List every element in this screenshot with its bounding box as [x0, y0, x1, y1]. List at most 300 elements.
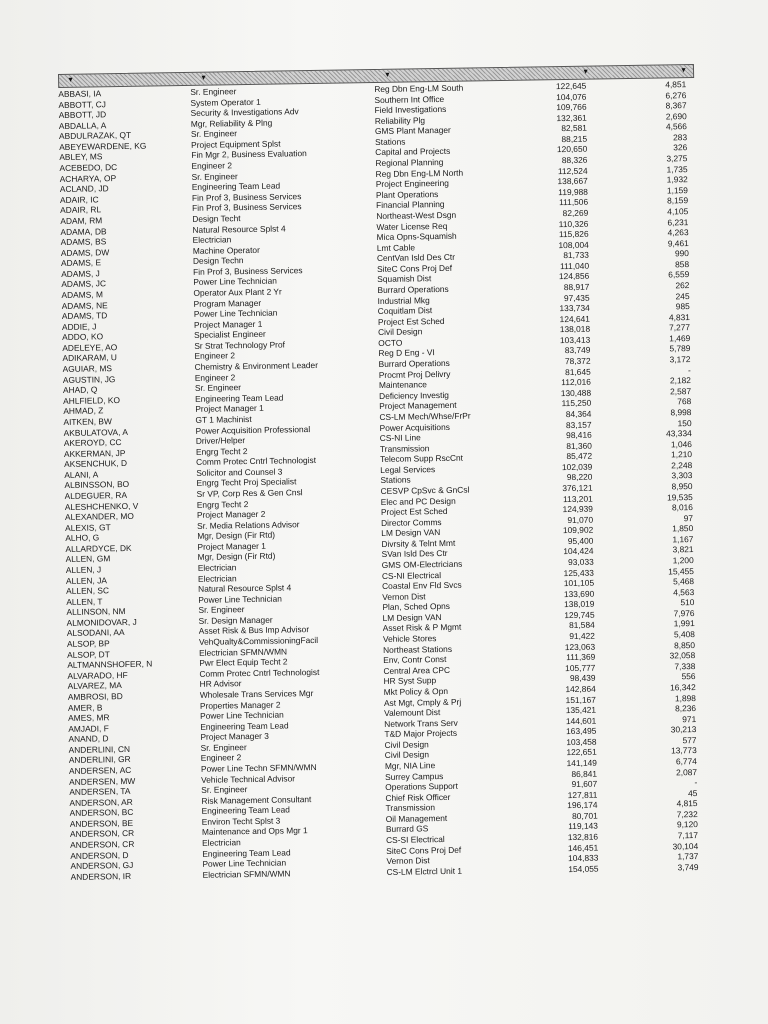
expenses-cell: 1,167: [672, 533, 694, 545]
expenses-cell: 4,105: [667, 206, 689, 217]
expenses-cell: 1,210: [671, 449, 693, 460]
remuneration-cell: 88,326: [561, 154, 588, 166]
employee-name-cell: ALLINSON, NM: [66, 606, 126, 618]
department-cell: CS-LM Elctrcl Unit 1: [386, 865, 463, 877]
title-cell: GT 1 Machinist: [195, 413, 252, 425]
department-cell: Civil Design: [378, 326, 423, 338]
department-cell: Telecom Supp RscCnt: [380, 452, 464, 465]
remuneration-cell: 104,833: [568, 852, 599, 864]
employee-name-cell: ANAND, D: [68, 733, 109, 745]
expenses-cell: 2,087: [675, 766, 698, 777]
employee-name-cell: AMER, B: [67, 701, 103, 713]
header-expenses[interactable]: [591, 65, 693, 79]
title-cell: Design Techn: [192, 255, 244, 267]
employee-name-cell: ABDALLA, A: [58, 119, 107, 131]
title-cell: Electrician: [197, 572, 237, 584]
remuneration-cell: 83,157: [565, 419, 592, 430]
title-cell: Project Manager 3: [200, 731, 269, 743]
department-cell: Squamish Dist: [377, 273, 432, 285]
remuneration-cell: 127,811: [567, 789, 598, 800]
expenses-cell: 577: [682, 734, 697, 746]
remuneration-cell: 124,939: [562, 503, 593, 515]
expenses-cell: 3,303: [671, 470, 693, 481]
title-cell: Mgr, Design (Fir Rtd): [197, 551, 276, 563]
expenses-cell: 30,213: [670, 724, 697, 735]
employee-name-cell: AKEROYD, CC: [63, 437, 122, 449]
title-cell: Sr. Engineer: [200, 741, 247, 753]
employee-name-cell: ANDERSON, GJ: [70, 860, 134, 872]
employee-name-cell: ALLEN, SC: [66, 585, 110, 597]
employee-name-cell: ALANI, A: [64, 469, 99, 480]
title-cell: Program Manager: [193, 297, 262, 309]
employee-name-cell: ADAMS, E: [60, 257, 102, 269]
employee-name-cell: ACLAND, JD: [59, 183, 109, 195]
expenses-cell: 4,563: [673, 586, 695, 598]
department-cell: Ast Mgt, Cmply & Prj: [383, 696, 462, 708]
employee-name-cell: ADAMS, BS: [60, 236, 107, 248]
remuneration-cell: 112,016: [561, 376, 591, 388]
department-cell: Stations: [380, 474, 411, 486]
expenses-cell: 8,236: [674, 703, 697, 714]
remuneration-cell: 98,416: [566, 429, 592, 441]
department-cell: SiteC Cons Proj Def: [377, 262, 453, 274]
title-cell: Risk Management Consultant: [201, 793, 312, 806]
department-cell: Vehicle Stores: [382, 633, 437, 645]
remuneration-cell: 154,055: [568, 863, 599, 874]
title-cell: Project Equipment Splst: [191, 138, 281, 150]
employee-name-cell: ALDEGUER, RA: [64, 489, 128, 501]
remuneration-cell: 376,121: [562, 482, 593, 494]
title-cell: Project Manager 2: [196, 508, 266, 520]
department-cell: Civil Design: [384, 739, 429, 750]
department-cell: Capital and Projects: [375, 146, 451, 158]
remuneration-cell: 138,667: [557, 175, 588, 187]
expenses-cell: 6,774: [675, 756, 697, 767]
expenses-cell: 6,276: [665, 89, 687, 101]
remuneration-cell: 82,581: [561, 123, 587, 134]
employee-name-cell: ABBASI, IA: [58, 88, 102, 99]
department-cell: Elec and PC Design: [380, 495, 456, 507]
filter-arrow-icon[interactable]: ▼: [582, 68, 590, 76]
expenses-cell: 5,789: [669, 343, 691, 354]
filter-arrow-icon[interactable]: ▼: [383, 71, 391, 79]
expenses-cell: 4,831: [668, 311, 690, 323]
title-cell: Sr. Engineer: [190, 128, 238, 140]
title-cell: VehQualty&CommissioningFacil: [198, 635, 319, 647]
employee-name-cell: ADAMS, JC: [61, 278, 107, 290]
title-cell: Sr. Engineer: [198, 604, 245, 616]
department-cell: SiteC Cons Proj Def: [386, 844, 462, 856]
title-cell: Project Manager 1: [197, 540, 266, 552]
title-cell: Power Line Technician: [193, 275, 278, 288]
expenses-cell: 7,338: [674, 660, 696, 672]
department-cell: Deficiency Investig: [379, 389, 449, 401]
expenses-cell: 3,821: [672, 544, 694, 555]
remuneration-cell: 101,105: [563, 577, 595, 589]
remuneration-cell: 95,400: [567, 535, 594, 546]
department-cell: T&D Major Projects: [384, 728, 458, 740]
employee-name-cell: ANDERLINI, GR: [68, 754, 131, 766]
employee-name-cell: ANDERSON, BC: [69, 807, 134, 819]
employee-name-cell: ADAMA, DB: [60, 225, 107, 237]
title-cell: System Operator 1: [190, 96, 261, 108]
expenses-cell: 245: [675, 290, 690, 301]
expenses-cell: 1,159: [666, 184, 688, 196]
department-cell: Industrial Mkg: [377, 294, 430, 306]
title-cell: Power Line Techn SFMN/WMN: [200, 762, 317, 774]
expenses-cell: 768: [677, 396, 692, 407]
remuneration-cell: 120,650: [556, 144, 588, 155]
department-cell: Project Engineering: [375, 178, 449, 190]
remuneration-cell: 104,076: [556, 91, 587, 102]
employee-name-cell: AKKERMAN, JP: [63, 447, 126, 459]
remuneration-cell: 93,033: [568, 556, 594, 568]
department-cell: Vernon Dist: [386, 855, 430, 867]
remuneration-cell: 138,019: [564, 598, 595, 610]
remuneration-cell: 82,269: [562, 207, 589, 219]
title-cell: Mgr, Reliability & Plng: [190, 117, 273, 129]
employee-name-cell: ADDIE, J: [61, 321, 97, 332]
title-cell: Sr. Design Manager: [198, 614, 273, 626]
employee-name-cell: ANDERSEN, TA: [69, 786, 131, 798]
employee-name-cell: ALLEN, T: [66, 596, 103, 607]
department-cell: Project Est Sched: [380, 506, 448, 518]
employee-name-cell: ALMONIDOVAR, J: [66, 616, 137, 628]
department-cell: Transmission: [385, 802, 436, 814]
expenses-cell: 8,367: [665, 100, 687, 111]
title-cell: Power Line Technician: [200, 709, 284, 721]
employee-name-cell: AHLFIELD, KO: [63, 394, 120, 406]
employee-name-cell: ANDERSON, BE: [69, 817, 134, 829]
employee-name-cell: ALLEN, JA: [65, 574, 107, 586]
employee-name-cell: AHAD, Q: [62, 384, 98, 396]
expenses-cell: 1,850: [672, 523, 694, 534]
department-cell: CentVan Isld Des Ctr: [376, 252, 456, 264]
remuneration-cell: 80,701: [572, 810, 598, 821]
title-cell: Machine Operator: [192, 244, 260, 256]
expenses-cell: 985: [675, 301, 690, 312]
title-cell: Security & Investigations Adv: [190, 106, 299, 119]
employee-name-cell: ALESHCHENKO, V: [64, 500, 139, 512]
department-cell: Reg Dbn Eng-LM South: [374, 82, 464, 95]
remuneration-cell: 104,424: [563, 546, 594, 557]
title-cell: Natural Resource Splst 4: [198, 582, 292, 595]
employee-name-cell: ALSOP, DT: [67, 648, 110, 660]
expenses-cell: 1,737: [677, 851, 699, 862]
title-cell: Operator Aux Plant 2 Yr: [193, 286, 282, 298]
title-cell: Vehicle Technical Advisor: [201, 772, 296, 785]
department-cell: Coastal Env Fld Svcs: [382, 579, 462, 592]
department-cell: LM Design VAN: [381, 527, 441, 539]
employee-name-cell: ADAMS, J: [61, 268, 100, 279]
employee-name-cell: ACEBEDO, DC: [59, 162, 118, 174]
title-cell: Sr Strat Technology Prof: [194, 339, 285, 351]
expenses-cell: 7,117: [677, 830, 699, 841]
department-cell: Plan, Sched Opns: [382, 601, 451, 613]
title-cell: Design Techt: [192, 213, 241, 224]
expenses-cell: 6,559: [668, 269, 690, 280]
title-cell: Natural Resource Splst 4: [192, 222, 286, 235]
remuneration-cell: 133,734: [559, 302, 590, 314]
remuneration-cell: 108,004: [558, 239, 589, 250]
title-cell: Properties Manager 2: [199, 699, 281, 711]
expenses-cell: 3,172: [669, 354, 691, 365]
department-cell: Network Trans Serv: [384, 717, 458, 729]
department-cell: OCTO: [378, 337, 403, 348]
header-remuneration[interactable]: [515, 67, 592, 80]
remuneration-cell: 83,749: [564, 345, 591, 356]
employee-name-cell: ADELEYE, AO: [62, 341, 118, 353]
expenses-cell: 16,342: [670, 682, 696, 693]
department-cell: Financial Planning: [376, 199, 445, 211]
employee-name-cell: ALHO, G: [65, 532, 100, 544]
title-cell: Pwr Elect Equip Techt 2: [199, 656, 288, 669]
department-cell: Legal Services: [380, 463, 436, 475]
employee-name-cell: ALLEN, J: [65, 564, 102, 575]
expenses-cell: 97: [683, 512, 694, 523]
department-cell: Mgr, NIA Line: [384, 760, 436, 771]
department-cell: Director Comms: [381, 516, 442, 528]
remuneration-cell: 144,601: [565, 715, 597, 726]
department-cell: CS-NI Line: [379, 432, 421, 444]
title-cell: Engineering Team Lead: [202, 847, 291, 859]
title-cell: Specialist Engineer: [194, 329, 266, 341]
title-cell: Fin Prof 3, Business Services: [192, 201, 302, 214]
remuneration-cell: 151,167: [565, 694, 596, 705]
department-cell: Regional Planning: [375, 157, 444, 169]
title-cell: Engrg Techt Proj Specialist: [196, 476, 297, 489]
employee-name-cell: ADAMS, TD: [61, 310, 108, 322]
remuneration-cell: 133,690: [563, 588, 595, 599]
title-cell: Fin Prof 3, Business Services: [193, 265, 303, 277]
employee-name-cell: AKBULATOVA, A: [63, 426, 128, 438]
remuneration-cell: 122,651: [566, 747, 597, 758]
employee-name-cell: ANDERSON, CR: [70, 838, 135, 850]
remuneration-cell: 129,745: [564, 609, 595, 621]
expenses-cell: 7,277: [669, 322, 691, 333]
expenses-cell: 45: [687, 787, 698, 798]
remuneration-cell: 113,201: [562, 493, 593, 504]
remuneration-cell: 146,451: [567, 842, 599, 853]
expenses-cell: 7,976: [673, 607, 695, 619]
employee-name-cell: ACHARYA, OP: [59, 172, 117, 184]
department-cell: Reg Dbn Eng-LM North: [375, 167, 464, 179]
expenses-cell: 5,408: [673, 629, 695, 640]
expenses-cell: 43,334: [666, 428, 692, 439]
employee-name-cell: AHMAD, Z: [63, 405, 104, 417]
expenses-cell: 6,231: [667, 216, 689, 227]
title-cell: Engineering Team Lead: [191, 180, 281, 193]
expenses-cell: 15,455: [668, 565, 694, 577]
expenses-cell: 5,468: [673, 576, 695, 587]
title-cell: Chemistry & Environment Leader: [194, 359, 319, 372]
expenses-cell: 510: [680, 597, 695, 608]
expenses-cell: 8,159: [667, 195, 689, 206]
expenses-cell: 1,735: [666, 163, 688, 175]
employee-name-cell: ALTMANNSHOFER, N: [67, 658, 153, 671]
employee-name-cell: ALSODANI, AA: [66, 627, 125, 639]
remuneration-cell: 91,070: [567, 514, 594, 525]
header-department[interactable]: [376, 68, 515, 82]
title-cell: Engrg Techt 2: [195, 445, 248, 457]
expenses-cell: 4,851: [665, 79, 687, 90]
filter-arrow-icon[interactable]: ▼: [200, 74, 208, 82]
title-cell: Power Line Technician: [202, 857, 287, 870]
department-cell: Stations: [375, 136, 406, 147]
title-cell: Engineering Team Lead: [200, 720, 289, 732]
employee-name-cell: ALBINSSON, BO: [64, 479, 130, 491]
department-cell: Burrard Operations: [378, 357, 450, 370]
title-cell: Electrician: [202, 837, 241, 848]
expenses-cell: 30,104: [672, 840, 699, 852]
employee-name-cell: ALLEN, GM: [65, 553, 111, 565]
remuneration-cell: 142,864: [565, 683, 596, 695]
title-cell: Electrician: [197, 562, 237, 573]
title-cell: Wholesale Trans Services Mgr: [199, 688, 314, 700]
department-cell: Lmt Cable: [376, 242, 416, 253]
remuneration-cell: 81,584: [569, 620, 595, 631]
expenses-cell: 4,566: [665, 121, 687, 132]
expenses-cell: 1,932: [666, 174, 688, 185]
department-cell: Power Acquisitions: [379, 421, 450, 433]
employee-name-cell: ADAMS, DW: [60, 246, 110, 258]
employee-name-cell: ALLARDYCE, DK: [65, 542, 132, 554]
remuneration-cell: 112,524: [557, 165, 588, 176]
employee-name-cell: ADAMS, M: [61, 289, 103, 300]
expenses-cell: 1,991: [673, 618, 695, 629]
remuneration-cell: 124,641: [559, 313, 590, 324]
employee-name-cell: AGUSTIN, JG: [62, 373, 116, 385]
remuneration-cell: 132,361: [556, 112, 587, 123]
remuneration-cell: 88,917: [563, 281, 590, 293]
remuneration-cell: 81,645: [565, 366, 591, 377]
department-cell: Asset Risk & P Mgmt: [382, 622, 462, 634]
department-cell: Chief Risk Officer: [385, 791, 451, 803]
filter-arrow-icon[interactable]: ▼: [680, 67, 688, 75]
employee-name-cell: ANDERLINI, CN: [68, 743, 131, 755]
remuneration-cell: 85,472: [566, 450, 593, 462]
department-cell: Burrard Operations: [377, 283, 449, 295]
title-cell: Project Manager 1: [193, 318, 263, 330]
department-cell: Project Est Sched: [377, 315, 445, 327]
employee-name-cell: ANDERSON, AR: [69, 796, 133, 808]
remuneration-cell: 111,369: [566, 651, 596, 663]
employee-name-cell: ANDERSEN, MW: [69, 775, 136, 787]
department-cell: Southern Int Office: [374, 93, 445, 105]
title-cell: Engineer 2: [200, 752, 242, 764]
expenses-cell: 283: [673, 132, 688, 143]
title-cell: Sr. Engineer: [191, 170, 238, 182]
remuneration-cell: 91,422: [569, 630, 595, 642]
remuneration-cell: 102,039: [561, 461, 593, 472]
table-body: [58, 79, 706, 882]
department-cell: Northeast-West Dsgn: [376, 209, 457, 221]
expenses-cell: 4,263: [667, 227, 689, 238]
title-cell: Solicitor and Counsel 3: [196, 466, 283, 478]
title-cell: Sr VP, Corp Res & Gen Cnsl: [196, 487, 303, 499]
employee-name-cell: AKSENCHUK, D: [64, 458, 128, 470]
expenses-cell: 13,773: [671, 745, 697, 756]
header-title[interactable]: [192, 70, 376, 85]
remuneration-cell: 103,413: [559, 334, 591, 346]
title-cell: Engineering Team Lead: [201, 804, 290, 817]
remuneration-cell: 105,777: [565, 662, 596, 673]
remuneration-cell: 115,826: [558, 228, 589, 240]
expenses-cell: 1,200: [672, 555, 694, 566]
title-cell: Asset Risk & Bus Imp Advisor: [198, 624, 310, 637]
remuneration-cell: 81,360: [566, 440, 592, 451]
department-cell: Operations Support: [385, 780, 458, 793]
employee-name-cell: ALEXANDER, MO: [64, 510, 134, 523]
department-cell: Northeast Stations: [383, 643, 453, 655]
department-cell: Project Management: [379, 400, 457, 412]
department-cell: Divrsity & Telnt Mmt: [381, 537, 456, 549]
department-cell: Vernon Dist: [382, 591, 426, 602]
filter-arrow-icon[interactable]: ▼: [67, 76, 75, 84]
department-cell: Water License Req: [376, 220, 448, 232]
expenses-cell: 7,232: [676, 808, 698, 820]
employee-name-cell: ABBOTT, JD: [58, 109, 107, 121]
department-cell: GMS OM-Electricians: [381, 558, 463, 570]
remuneration-cell: 111,506: [558, 197, 589, 208]
employee-name-cell: AITKEN, BW: [63, 416, 112, 427]
title-cell: Power Line Technician: [193, 307, 278, 320]
employee-name-cell: AMJADI, F: [68, 722, 109, 734]
title-cell: Power Acquisition Professional: [195, 423, 311, 436]
title-cell: Sr. Engineer: [194, 382, 242, 394]
department-cell: Procmt Proj Delivry: [378, 368, 451, 380]
department-cell: Mica Opns-Squamish: [376, 230, 457, 243]
title-cell: Fin Mgr 2, Business Evaluation: [191, 148, 307, 161]
department-cell: CS-LM Mech/Whse/FrPr: [379, 410, 471, 422]
remuneration-cell: 98,220: [566, 472, 593, 483]
expenses-cell: 8,998: [670, 407, 692, 418]
expenses-cell: 19,535: [667, 491, 693, 503]
expenses-cell: 8,016: [671, 502, 693, 513]
department-cell: Reliability Plg: [374, 114, 426, 126]
employee-name-cell: ABLEY, MS: [59, 151, 103, 163]
employee-name-cell: ALVARADO, HF: [67, 669, 128, 681]
employee-name-cell: ALEXIS, GT: [65, 521, 111, 533]
expenses-cell: 262: [675, 280, 690, 291]
title-cell: Maintenance and Ops Mgr 1: [201, 825, 308, 838]
employee-name-cell: ABDULRAZAK, QT: [58, 130, 132, 142]
remuneration-cell: 122,645: [555, 80, 587, 92]
department-cell: CS-NI Electrical: [381, 569, 442, 581]
department-cell: LM Design VAN: [382, 611, 442, 623]
expenses-cell: 2,690: [665, 110, 687, 122]
department-cell: Central Area CPC: [383, 664, 451, 676]
title-cell: Sr. Media Relations Advisor: [197, 518, 300, 531]
department-cell: Valemount Dist: [383, 707, 441, 719]
remuneration-cell: 98,439: [569, 673, 596, 684]
header-employee-name[interactable]: [59, 73, 192, 87]
remuneration-cell: 119,143: [568, 821, 598, 832]
remuneration-cell: 132,816: [567, 831, 599, 843]
title-cell: Environ Techt Splst 3: [201, 815, 281, 827]
remuneration-cell: 130,488: [560, 387, 592, 398]
remuneration-cell: 81,733: [563, 249, 589, 261]
title-cell: Engineer 2: [194, 371, 236, 383]
remuneration-cell: 163,495: [566, 725, 597, 737]
expenses-cell: 32,058: [669, 650, 696, 661]
remuneration-cell: 141,149: [566, 757, 597, 769]
remuneration-cell: 115,250: [561, 398, 592, 409]
department-cell: SVan Isld Des Ctr: [381, 548, 448, 560]
title-cell: Driver/Helper: [195, 435, 246, 446]
expenses-cell: 556: [681, 671, 696, 682]
expenses-cell: 1,046: [670, 438, 692, 450]
